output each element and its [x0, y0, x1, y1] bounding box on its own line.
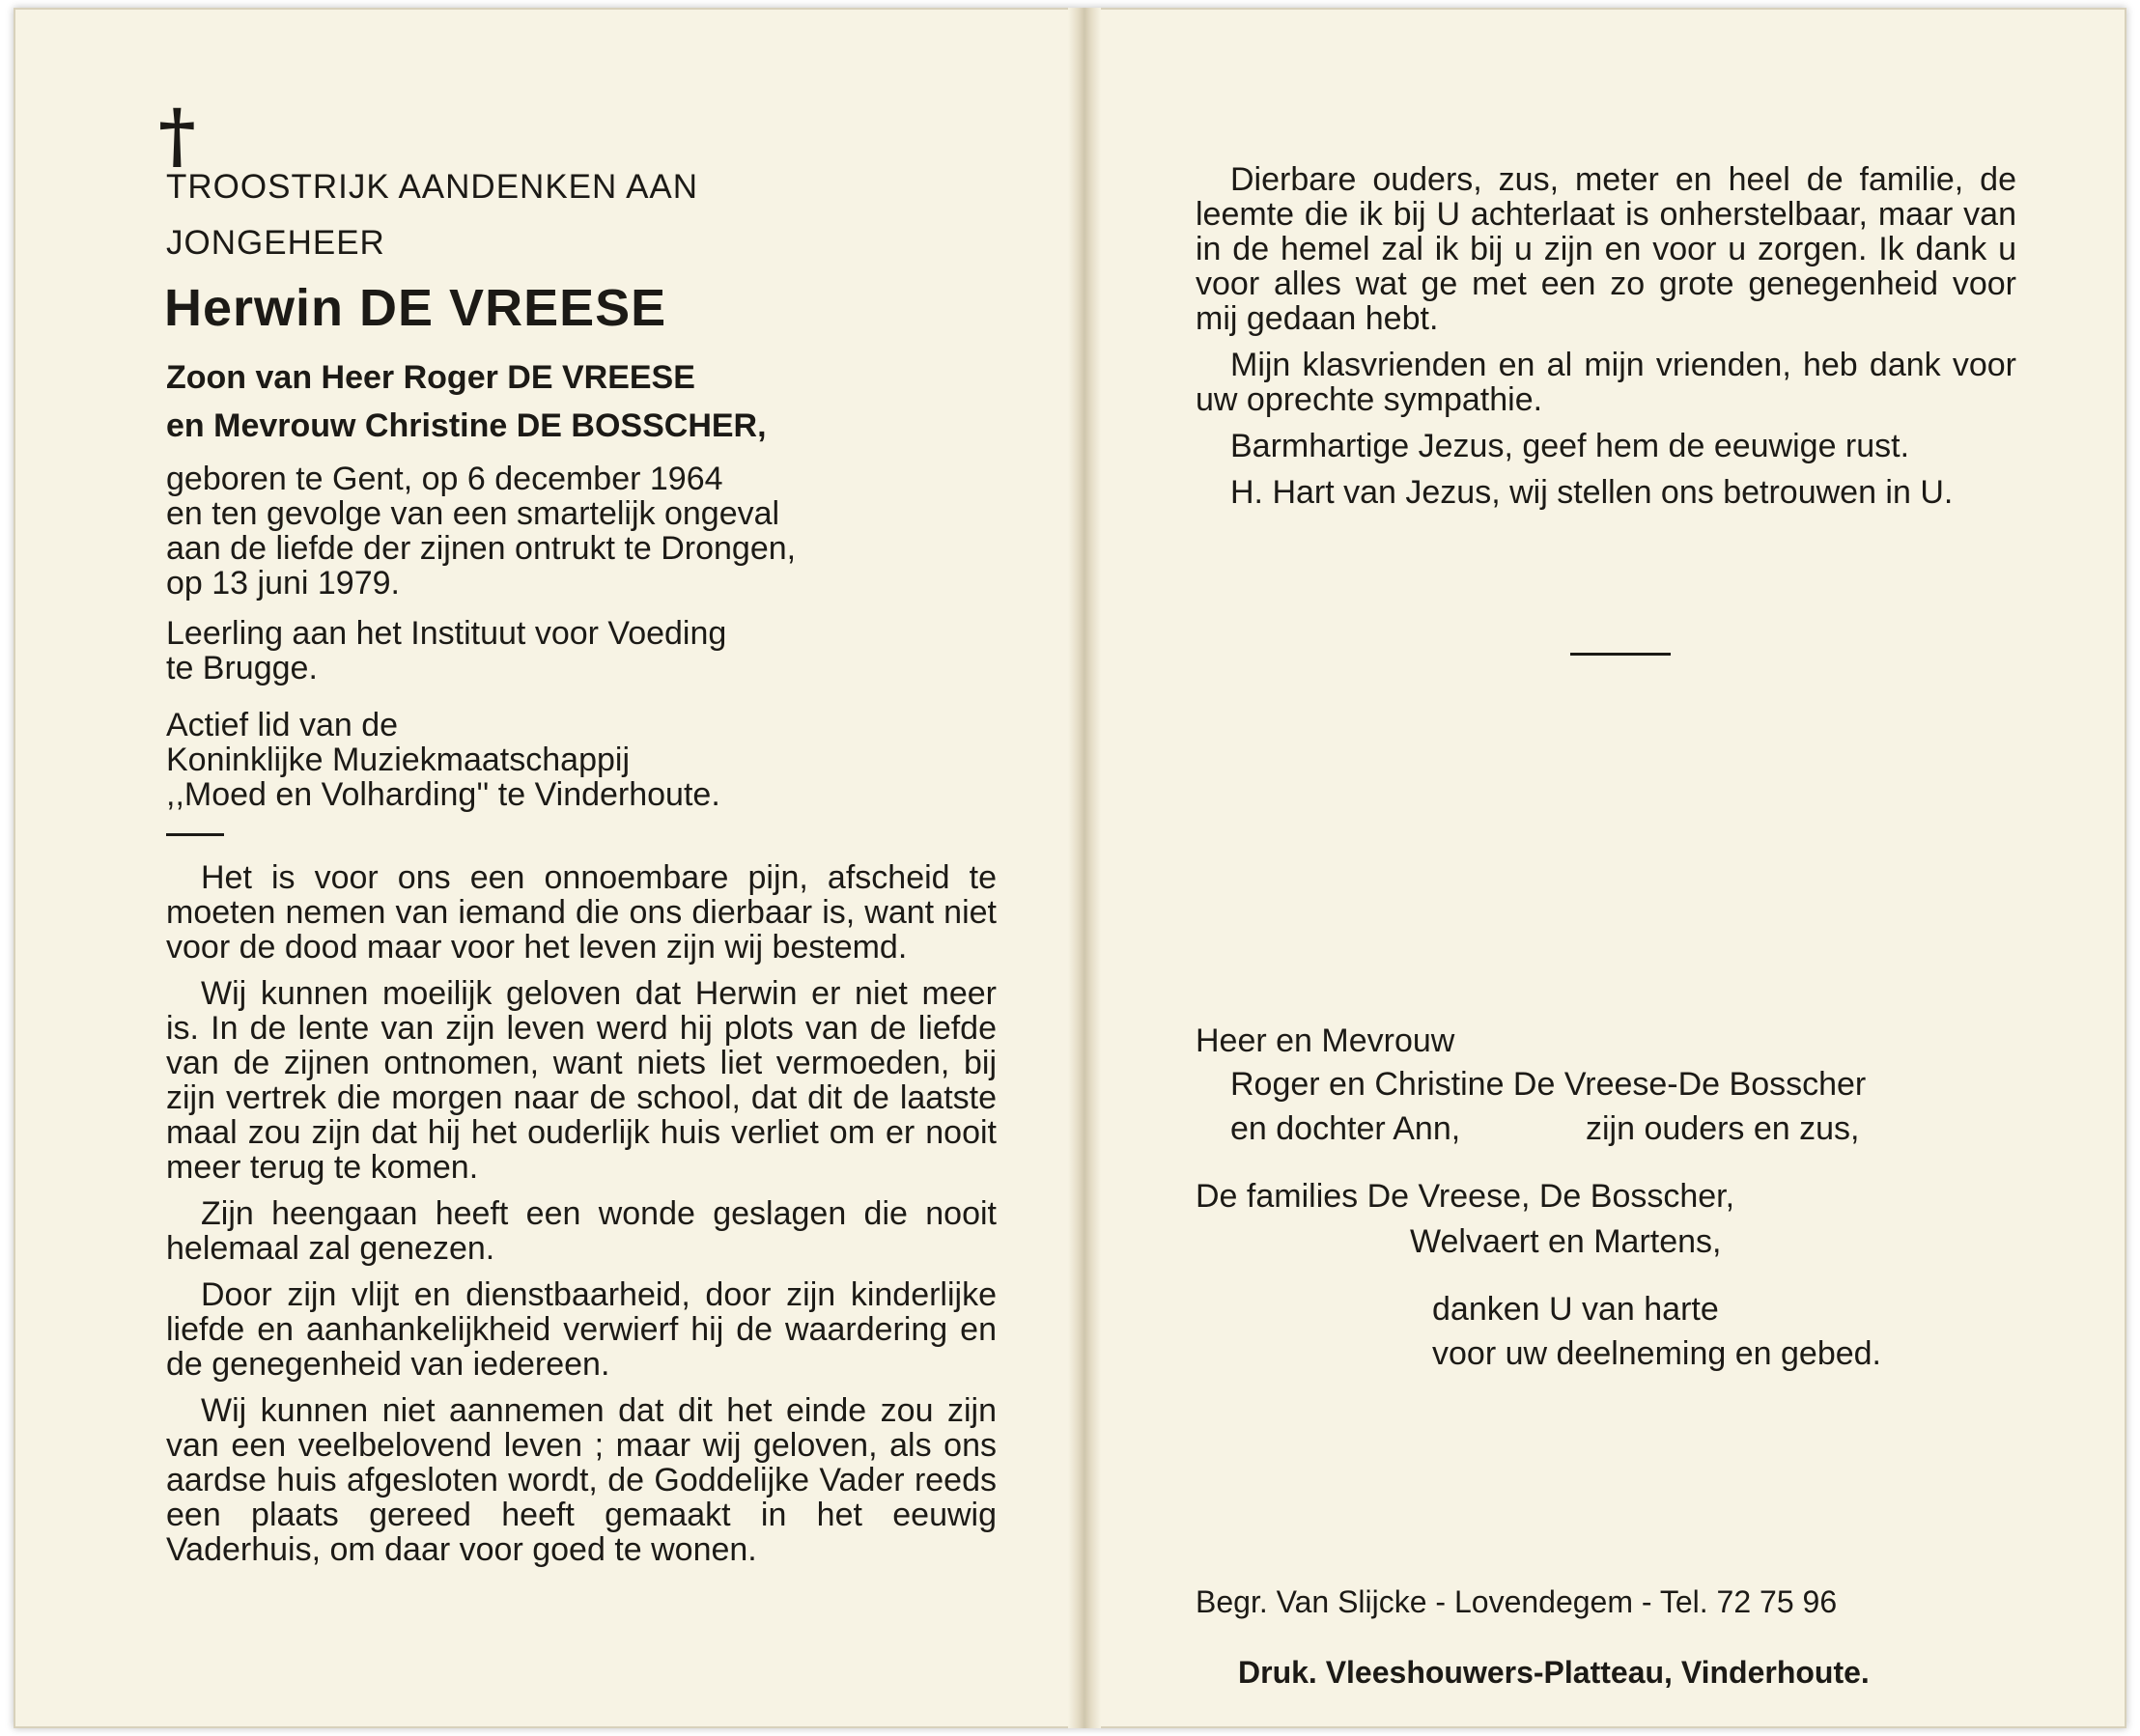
thanks-line-4: De families De Vreese, De Bosscher, [1196, 1178, 1735, 1215]
paragraph: Mijn klasvrienden en al mijn vrienden, heb dank voor uw oprechte sympathie. [1196, 347, 2016, 418]
separator-dash [166, 833, 224, 836]
deceased-name: Herwin DE VREESE [164, 279, 667, 337]
left-panel [14, 8, 1066, 1728]
birth-line: op 13 juni 1979. [166, 565, 400, 602]
paragraph: Wij kunnen moeilijk geloven dat Herwin er niet meer is. In de lente van zijn leven werd hij plots van de liefde van de zijnen ontnomen, want niets liet vermoeden, bij zijn vertrek die morgen naar de school, dat dit de laatste maal zou zijn dat hij het ouderlijk huis verliet om er nooit meer terug te komen. [166, 975, 997, 1186]
right-panel [1103, 8, 2126, 1728]
left-body [166, 860, 997, 1567]
printer-line: Druk. Vleeshouwers-Platteau, Vinderhoute. [1238, 1655, 1870, 1690]
school-block [166, 616, 726, 686]
club-line: Actief lid van de [166, 707, 399, 743]
birth-line: geboren te Gent, op 6 december 1964 [166, 461, 723, 497]
card-fold [1068, 8, 1101, 1728]
thanks-line-6: danken U van harte [1432, 1291, 1719, 1328]
thanks-line-5: Welvaert en Martens, [1410, 1223, 1722, 1260]
heading-line-1: TROOSTRIJK AANDENKEN AAN [166, 168, 699, 206]
memorial-card [14, 8, 2126, 1728]
club-block [166, 708, 720, 812]
thanks-line-1: Heer en Mevrouw [1196, 1022, 1455, 1059]
separator-dash [1570, 653, 1671, 656]
cross-icon: † [158, 95, 196, 178]
paragraph: Door zijn vlijt en dienstbaarheid, door zijn kinderlijke liefde en aanhankelijkheid verwierf hij de waardering en de genegenheid van iedereen. [166, 1276, 997, 1383]
paragraph: Barmhartige Jezus, geef hem de eeuwige rust. [1230, 428, 1910, 464]
birth-line: en ten gevolge van een smartelijk ongeval [166, 495, 780, 532]
parents-line-2: en Mevrouw Christine DE BOSSCHER, [166, 407, 767, 444]
thanks-line-3b: zijn ouders en zus, [1586, 1110, 1860, 1147]
paragraph: Dierbare ouders, zus, meter en heel de familie, de leemte die ik bij U achterlaat is onherstelbaar, maar van in de hemel zal ik bij u zijn en voor u zorgen. Ik dank u voor alles wat ge met een zo grote genegenheid voor mij gedaan hebt. [1196, 161, 2016, 337]
thanks-line-7: voor uw deelneming en gebed. [1432, 1335, 1881, 1372]
thanks-line-3a: en dochter Ann, [1230, 1110, 1461, 1147]
birth-line: aan de liefde der zijnen ontrukt te Drongen, [166, 530, 797, 567]
paragraph: Het is voor ons een onnoembare pijn, afscheid te moeten nemen van iemand die ons dierbaar is, want niet voor de dood maar voor het leven zijn wij bestemd. [166, 859, 997, 966]
paragraph: Zijn heengaan heeft een wonde geslagen die nooit helemaal zal genezen. [166, 1195, 997, 1267]
thanks-line-2: Roger en Christine De Vreese-De Bosscher [1230, 1066, 1867, 1103]
birth-death-block [166, 462, 796, 601]
school-line: te Brugge. [166, 650, 318, 686]
paragraph: H. Hart van Jezus, wij stellen ons betrouwen in U. [1230, 474, 1954, 511]
club-line: ,,Moed en Volharding'' te Vinderhoute. [166, 776, 720, 813]
right-body [1196, 162, 2016, 510]
paragraph: Wij kunnen niet aannemen dat dit het einde zou zijn van een veelbelovend leven ; maar wij geloven, als ons aardse huis afgesloten wordt, de Goddelijke Vader reeds een plaats gereed heeft gemaakt in het eeuwig Vaderhuis, om daar voor goed te wonen. [166, 1392, 997, 1568]
school-line: Leerling aan het Instituut voor Voeding [166, 615, 727, 652]
heading-line-2: JONGEHEER [166, 224, 385, 262]
undertaker-line: Begr. Van Slijcke - Lovendegem - Tel. 72 75 96 [1196, 1584, 1838, 1619]
club-line: Koninklijke Muziekmaatschappij [166, 742, 631, 778]
parents-line-1: Zoon van Heer Roger DE VREESE [166, 359, 695, 396]
